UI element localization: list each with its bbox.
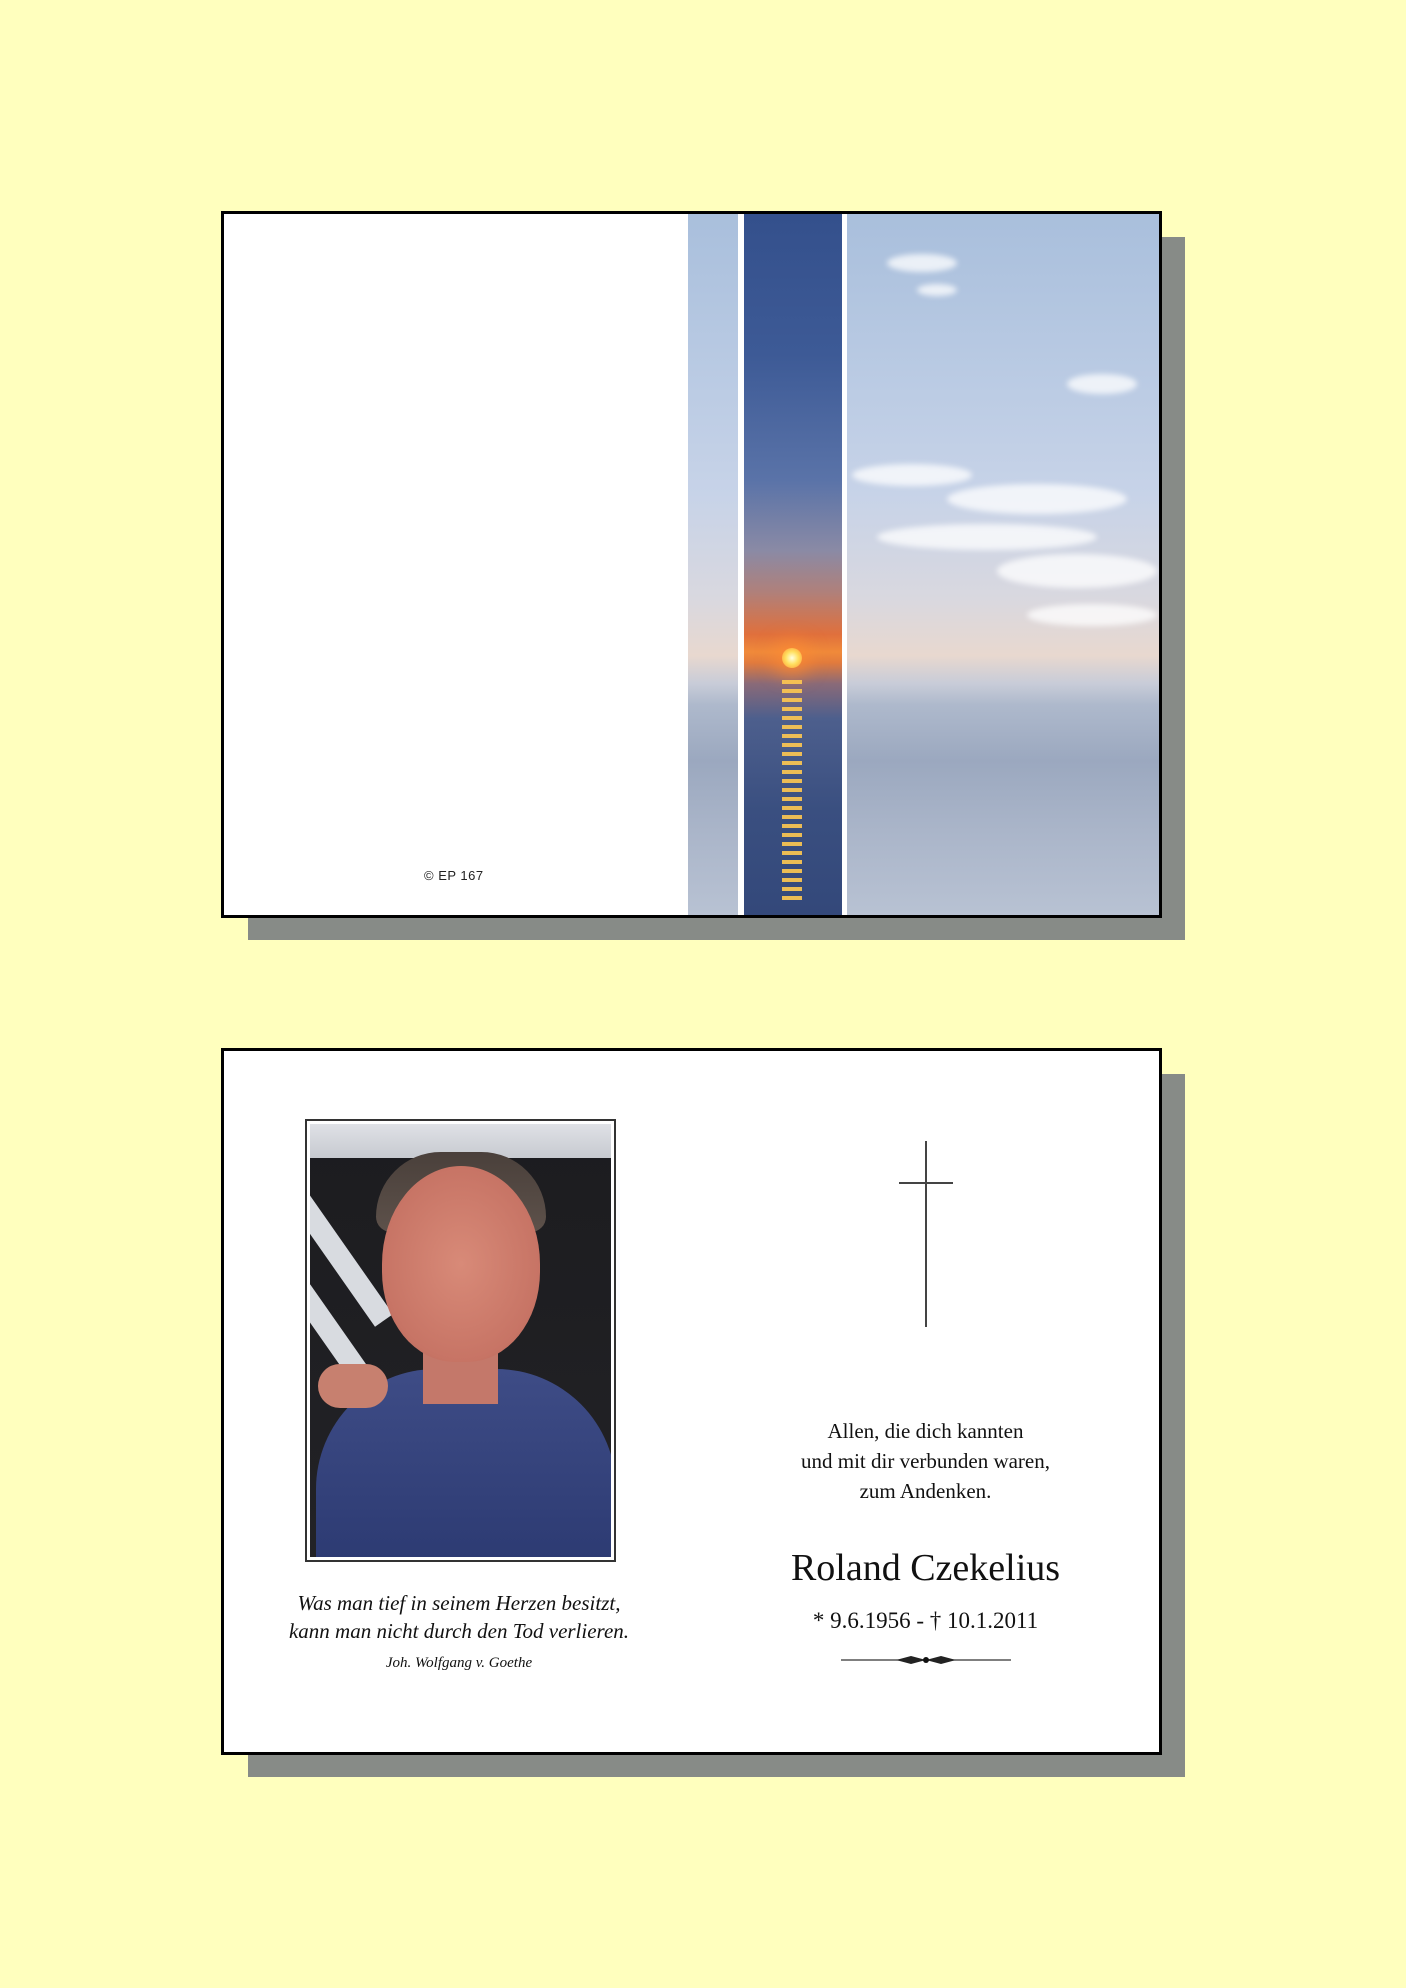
dedication-line-3: zum Andenken.: [859, 1479, 992, 1503]
quote-line-1: Was man tief in seinem Herzen besitzt,: [297, 1591, 621, 1615]
strip-divider-left: [739, 214, 742, 915]
life-dates: * 9.6.1956 - † 10.1.2011: [812, 1608, 1039, 1633]
sun: [782, 648, 802, 668]
dedication-line-1: Allen, die dich kannten: [827, 1419, 1024, 1443]
deceased-name: Roland Czekelius: [790, 1547, 1061, 1589]
sea-photo-right-panel: [847, 214, 1162, 915]
quote-author: Joh. Wolfgang v. Goethe: [385, 1655, 533, 1671]
copyright-text: © EP 167: [424, 868, 484, 883]
sun-reflection: [782, 680, 802, 900]
strip-divider-right: [842, 214, 845, 915]
quote-line-2: kann man nicht durch den Tod verlieren.: [288, 1619, 630, 1643]
portrait-photo: [310, 1124, 611, 1557]
front-card: [221, 211, 1162, 918]
sea-photo-left-strip: [688, 214, 738, 915]
dedication-line-2: und mit dir verbunden waren,: [800, 1449, 1051, 1473]
ornament-divider-icon: [841, 1653, 1011, 1667]
back-card: [221, 1048, 1162, 1755]
portrait-frame: [305, 1119, 616, 1562]
